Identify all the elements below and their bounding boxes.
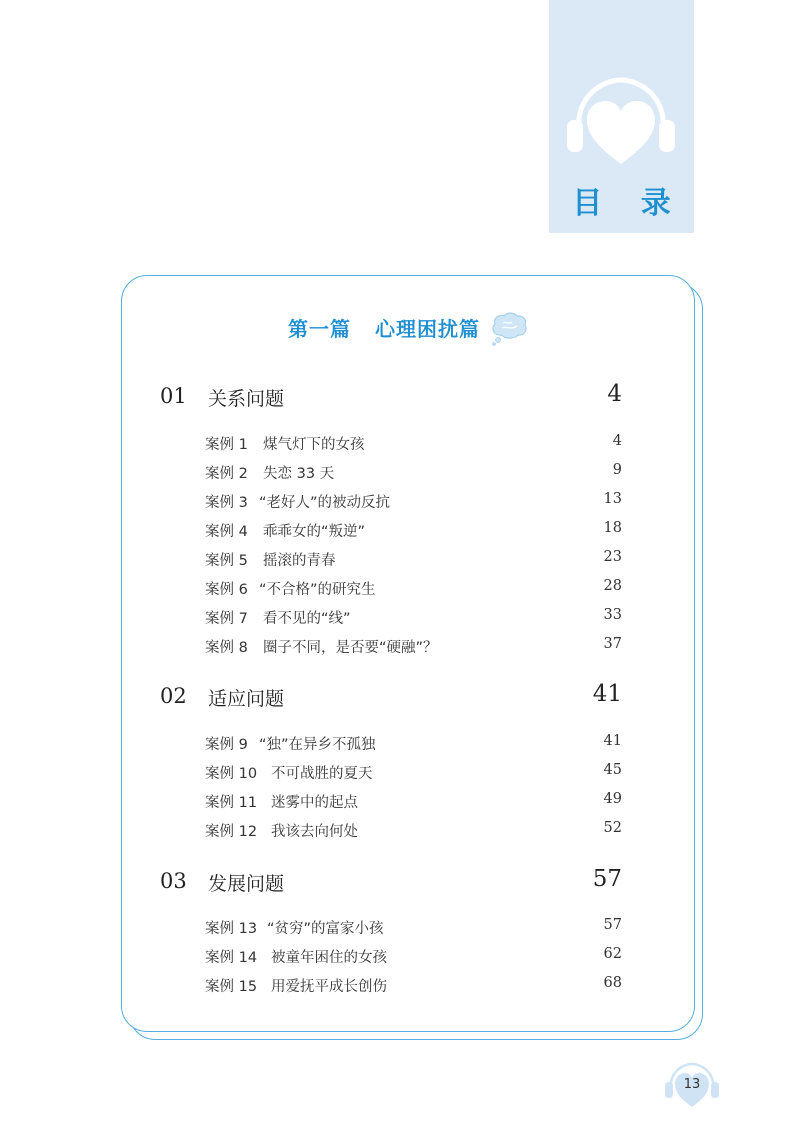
entry-page: 23 <box>603 549 622 565</box>
entry-page: 37 <box>603 636 622 652</box>
toc-entry[interactable] <box>205 946 622 966</box>
section-03[interactable] <box>160 866 622 899</box>
part-title <box>122 312 694 342</box>
entry-label: 案例 7 <box>205 611 248 627</box>
section-number: 03 <box>160 869 187 893</box>
entry-label: 案例 6 <box>205 582 248 598</box>
toc-card <box>121 275 695 1032</box>
entry-title: 我该去向何处 <box>271 824 358 840</box>
toc-entry[interactable] <box>205 975 622 995</box>
toc-entry[interactable] <box>205 433 622 453</box>
entry-page: 68 <box>603 975 622 991</box>
entry-title: “贫穷”的富家小孩 <box>267 921 384 937</box>
entry-title: 用爱抚平成长创伤 <box>271 979 387 995</box>
entry-label: 案例 8 <box>205 640 248 656</box>
entry-label: 案例 11 <box>205 795 258 811</box>
entry-label: 案例 5 <box>205 553 248 569</box>
entry-label: 案例 13 <box>205 921 258 937</box>
section-name: 适应问题 <box>208 688 285 710</box>
entry-page: 49 <box>603 791 622 807</box>
entry-label: 案例 14 <box>205 950 258 966</box>
toc-entry[interactable] <box>205 520 622 540</box>
section-number: 01 <box>160 384 187 408</box>
entry-title: 失恋 33 天 <box>263 466 335 482</box>
part-name: 心理困扰篇 <box>375 316 480 341</box>
entry-title: 被童年困住的女孩 <box>271 950 387 966</box>
toc-entry[interactable] <box>205 549 622 569</box>
section-page: 57 <box>592 866 622 892</box>
entry-page: 9 <box>612 462 622 478</box>
entry-title: 迷雾中的起点 <box>271 795 358 811</box>
toc-entry[interactable] <box>205 733 622 753</box>
entry-label: 案例 9 <box>205 737 248 753</box>
headphones-heart-icon <box>565 76 677 168</box>
entry-page: 33 <box>603 607 622 623</box>
entry-label: 案例 1 <box>205 437 248 453</box>
entry-label: 案例 10 <box>205 766 258 782</box>
entry-label: 案例 15 <box>205 979 258 995</box>
toc-entry[interactable] <box>205 636 622 656</box>
entry-title: 乖乖女的“叛逆” <box>263 524 366 540</box>
section-page: 4 <box>607 381 622 407</box>
part-number: 第一篇 <box>288 316 351 341</box>
toc-entry[interactable] <box>205 607 622 627</box>
entry-title: “老好人”的被动反抗 <box>259 495 391 511</box>
entry-page: 18 <box>603 520 622 536</box>
toc-entry[interactable] <box>205 578 622 598</box>
page-number: 13 <box>683 1077 701 1092</box>
toc-entry[interactable] <box>205 917 622 937</box>
page-number-badge <box>664 1061 720 1109</box>
entry-page: 41 <box>603 733 622 749</box>
section-number: 02 <box>160 684 187 708</box>
entry-label: 案例 3 <box>205 495 248 511</box>
entry-page: 62 <box>603 946 622 962</box>
section-01[interactable] <box>160 381 622 414</box>
section-name: 关系问题 <box>208 388 285 410</box>
entry-title: 看不见的“线” <box>263 611 351 627</box>
entry-title: 摇滚的青春 <box>263 553 336 569</box>
entry-page: 13 <box>603 491 622 507</box>
entry-page: 4 <box>612 433 622 449</box>
toc-entry[interactable] <box>205 820 622 840</box>
entry-label: 案例 4 <box>205 524 248 540</box>
entry-page: 28 <box>603 578 622 594</box>
toc-entry[interactable] <box>205 462 622 482</box>
toc-entry[interactable] <box>205 791 622 811</box>
entry-page: 45 <box>603 762 622 778</box>
section-02[interactable] <box>160 681 622 714</box>
entry-title: “独”在异乡不孤独 <box>259 737 376 753</box>
entry-page: 52 <box>603 820 622 836</box>
toc-entry[interactable] <box>205 491 622 511</box>
entry-page: 57 <box>603 917 622 933</box>
toc-title: 目 录 <box>572 186 685 221</box>
entry-title: “不合格”的研究生 <box>259 582 376 598</box>
entry-label: 案例 12 <box>205 824 258 840</box>
section-page: 41 <box>592 681 622 707</box>
toc-entry[interactable] <box>205 762 622 782</box>
thought-bubble-icon <box>490 311 528 347</box>
entry-title: 煤气灯下的女孩 <box>263 437 365 453</box>
header-tab <box>549 0 694 233</box>
entry-label: 案例 2 <box>205 466 248 482</box>
entry-title: 圈子不同，是否要“硬融”？ <box>263 640 438 656</box>
section-name: 发展问题 <box>208 873 285 895</box>
entry-title: 不可战胜的夏天 <box>271 766 373 782</box>
